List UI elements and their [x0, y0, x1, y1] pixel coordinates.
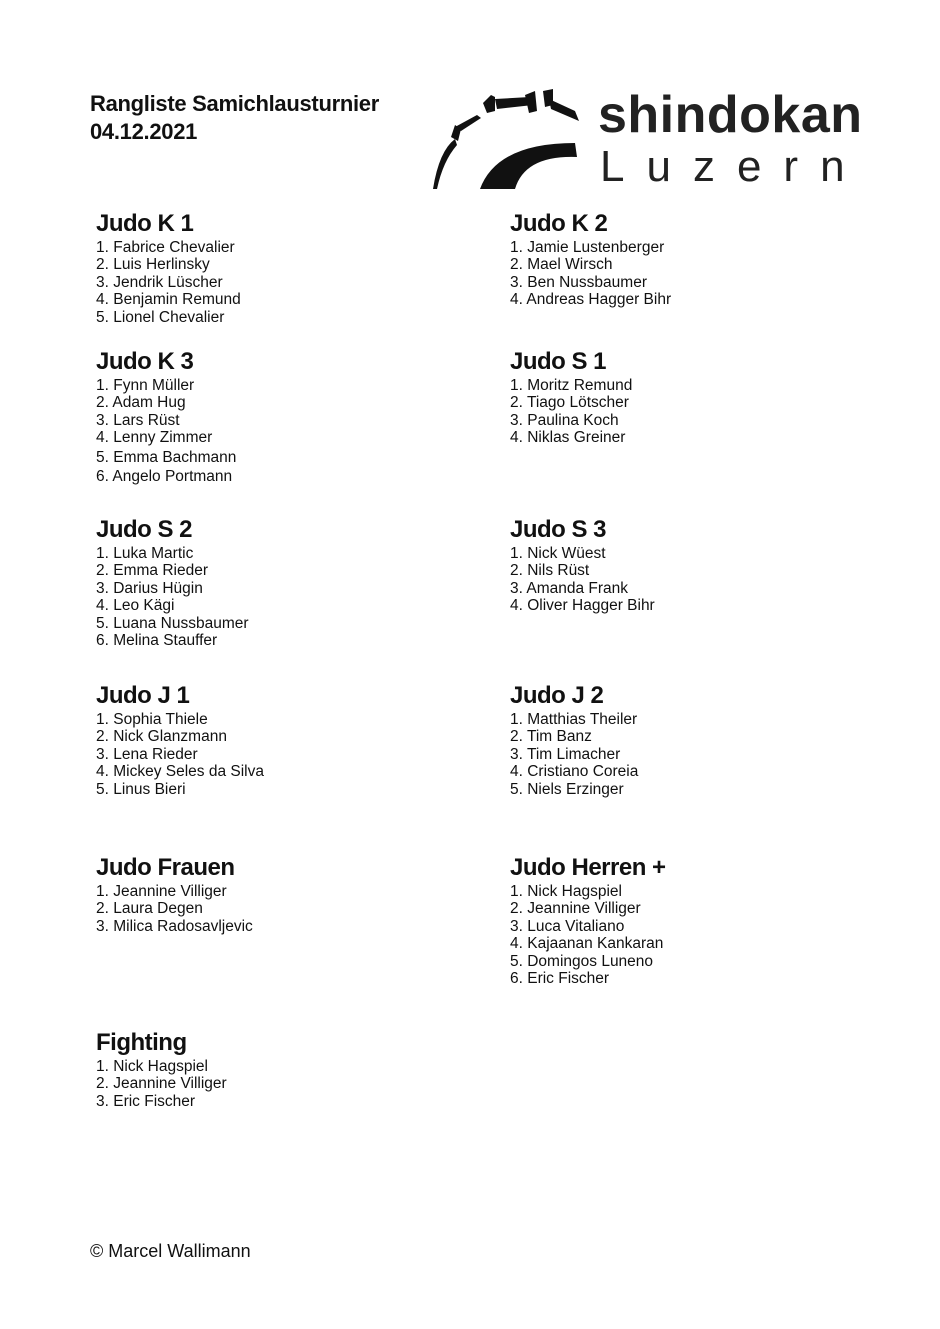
copyright-footer: © Marcel Wallimann	[90, 1241, 251, 1261]
list-item: 6. Eric Fischer	[510, 970, 610, 988]
group-judo-j1	[96, 682, 456, 798]
list-item: 3. Tim Limacher	[510, 745, 621, 763]
group-title: Judo K 2	[510, 210, 608, 237]
group-judo-frauen	[96, 854, 456, 935]
list-item: 3. Darius Hügin	[96, 579, 203, 597]
logo-brand-text: shindokan	[598, 86, 863, 144]
list-item: 1. Matthias Theiler	[510, 711, 638, 728]
list-item: 6. Melina Stauffer	[96, 632, 218, 650]
list-item: 4. Kajaanan Kankaran	[510, 935, 664, 953]
list-item: 4. Andreas Hagger Bihr	[510, 291, 672, 309]
group-title: Judo K 3	[96, 348, 194, 375]
group-judo-herren	[510, 854, 870, 987]
ranking-list	[510, 883, 870, 987]
list-item: 4. Benjamin Remund	[96, 291, 241, 309]
group-judo-j2	[510, 682, 870, 798]
group-title: Judo S 1	[510, 348, 607, 375]
group-judo-s3	[510, 516, 870, 615]
list-item: 1. Luka Martic	[96, 545, 194, 562]
group-title: Fighting	[96, 1029, 187, 1056]
list-item: 2. Tiago Lötscher	[510, 394, 629, 412]
list-item: 1. Sophia Thiele	[96, 711, 208, 728]
list-item: 5. Luana Nussbaumer	[96, 614, 249, 632]
list-item: 2. Tim Banz	[510, 728, 592, 746]
list-item: 2. Laura Degen	[96, 900, 203, 918]
group-title: Judo S 3	[510, 516, 607, 543]
ranking-list	[510, 711, 870, 798]
ranking-list	[96, 239, 456, 326]
ranking-list	[96, 377, 456, 485]
page-title	[90, 90, 379, 146]
group-judo-s2	[96, 516, 456, 649]
ranking-list	[510, 545, 870, 615]
ranking-list	[510, 239, 870, 309]
list-item: 2. Jeannine Villiger	[510, 900, 641, 918]
ranking-list	[96, 711, 456, 798]
list-item: 1. Nick Hagspiel	[96, 1058, 208, 1075]
list-item: 1. Nick Wüest	[510, 545, 606, 562]
list-item: 1. Nick Hagspiel	[510, 883, 622, 900]
logo-city-text: Luzern	[600, 142, 867, 191]
list-item: 2. Nick Glanzmann	[96, 728, 227, 746]
list-item: 2. Emma Rieder	[96, 562, 208, 580]
list-item: 3. Lena Rieder	[96, 745, 198, 763]
group-title: Judo J 2	[510, 682, 604, 709]
list-item: 3. Luca Vitaliano	[510, 917, 625, 935]
list-item: 3. Amanda Frank	[510, 579, 629, 597]
group-title: Judo K 1	[96, 210, 194, 237]
list-item: 3. Paulina Koch	[510, 411, 619, 429]
list-item: 4. Lenny Zimmer	[96, 429, 213, 447]
ranking-list	[96, 545, 456, 649]
ranking-list	[96, 1058, 456, 1110]
list-item: 5. Lionel Chevalier	[96, 308, 225, 326]
list-item: 5. Emma Bachmann	[96, 448, 237, 466]
group-judo-s1	[510, 348, 870, 447]
group-title: Judo J 1	[96, 682, 190, 709]
list-item: 4. Leo Kägi	[96, 597, 175, 615]
list-item: 3. Jendrik Lüscher	[96, 273, 223, 291]
list-item: 4. Cristiano Coreia	[510, 763, 639, 781]
list-item: 4. Mickey Seles da Silva	[96, 763, 264, 781]
group-title: Judo Herren +	[510, 854, 666, 881]
list-item: 1. Jeannine Villiger	[96, 883, 227, 900]
list-item: 3. Ben Nussbaumer	[510, 273, 647, 291]
list-item: 1. Fynn Müller	[96, 377, 195, 394]
list-item: 5. Linus Bieri	[96, 780, 186, 798]
list-item: 4. Oliver Hagger Bihr	[510, 597, 655, 615]
list-item: 5. Domingos Luneno	[510, 952, 654, 970]
list-item: 6. Angelo Portmann	[96, 468, 233, 486]
group-fighting	[96, 1029, 456, 1110]
shindokan-logo	[425, 85, 875, 195]
list-item: 3. Lars Rüst	[96, 411, 180, 429]
list-item: 2. Nils Rüst	[510, 562, 590, 580]
ranking-list	[96, 883, 456, 935]
tournament-title: Rangliste Samichlausturnier	[90, 91, 379, 116]
group-judo-k1	[96, 210, 456, 326]
list-item: 1. Fabrice Chevalier	[96, 239, 235, 256]
list-item: 1. Moritz Remund	[510, 377, 633, 394]
list-item: 1. Jamie Lustenberger	[510, 239, 665, 256]
list-item: 2. Jeannine Villiger	[96, 1075, 227, 1093]
list-item: 3. Milica Radosavljevic	[96, 917, 253, 935]
ranking-list	[510, 377, 870, 447]
shindokan-logo-icon	[425, 85, 590, 195]
tournament-date: 04.12.2021	[90, 119, 198, 144]
group-title: Judo S 2	[96, 516, 193, 543]
list-item: 2. Adam Hug	[96, 394, 186, 412]
list-item: 5. Niels Erzinger	[510, 780, 624, 798]
group-judo-k3	[96, 348, 456, 485]
list-item: 2. Mael Wirsch	[510, 256, 613, 274]
group-title: Judo Frauen	[96, 854, 235, 881]
list-item: 3. Eric Fischer	[96, 1092, 196, 1110]
list-item: 2. Luis Herlinsky	[96, 256, 210, 274]
group-judo-k2	[510, 210, 870, 309]
list-item: 4. Niklas Greiner	[510, 429, 626, 447]
